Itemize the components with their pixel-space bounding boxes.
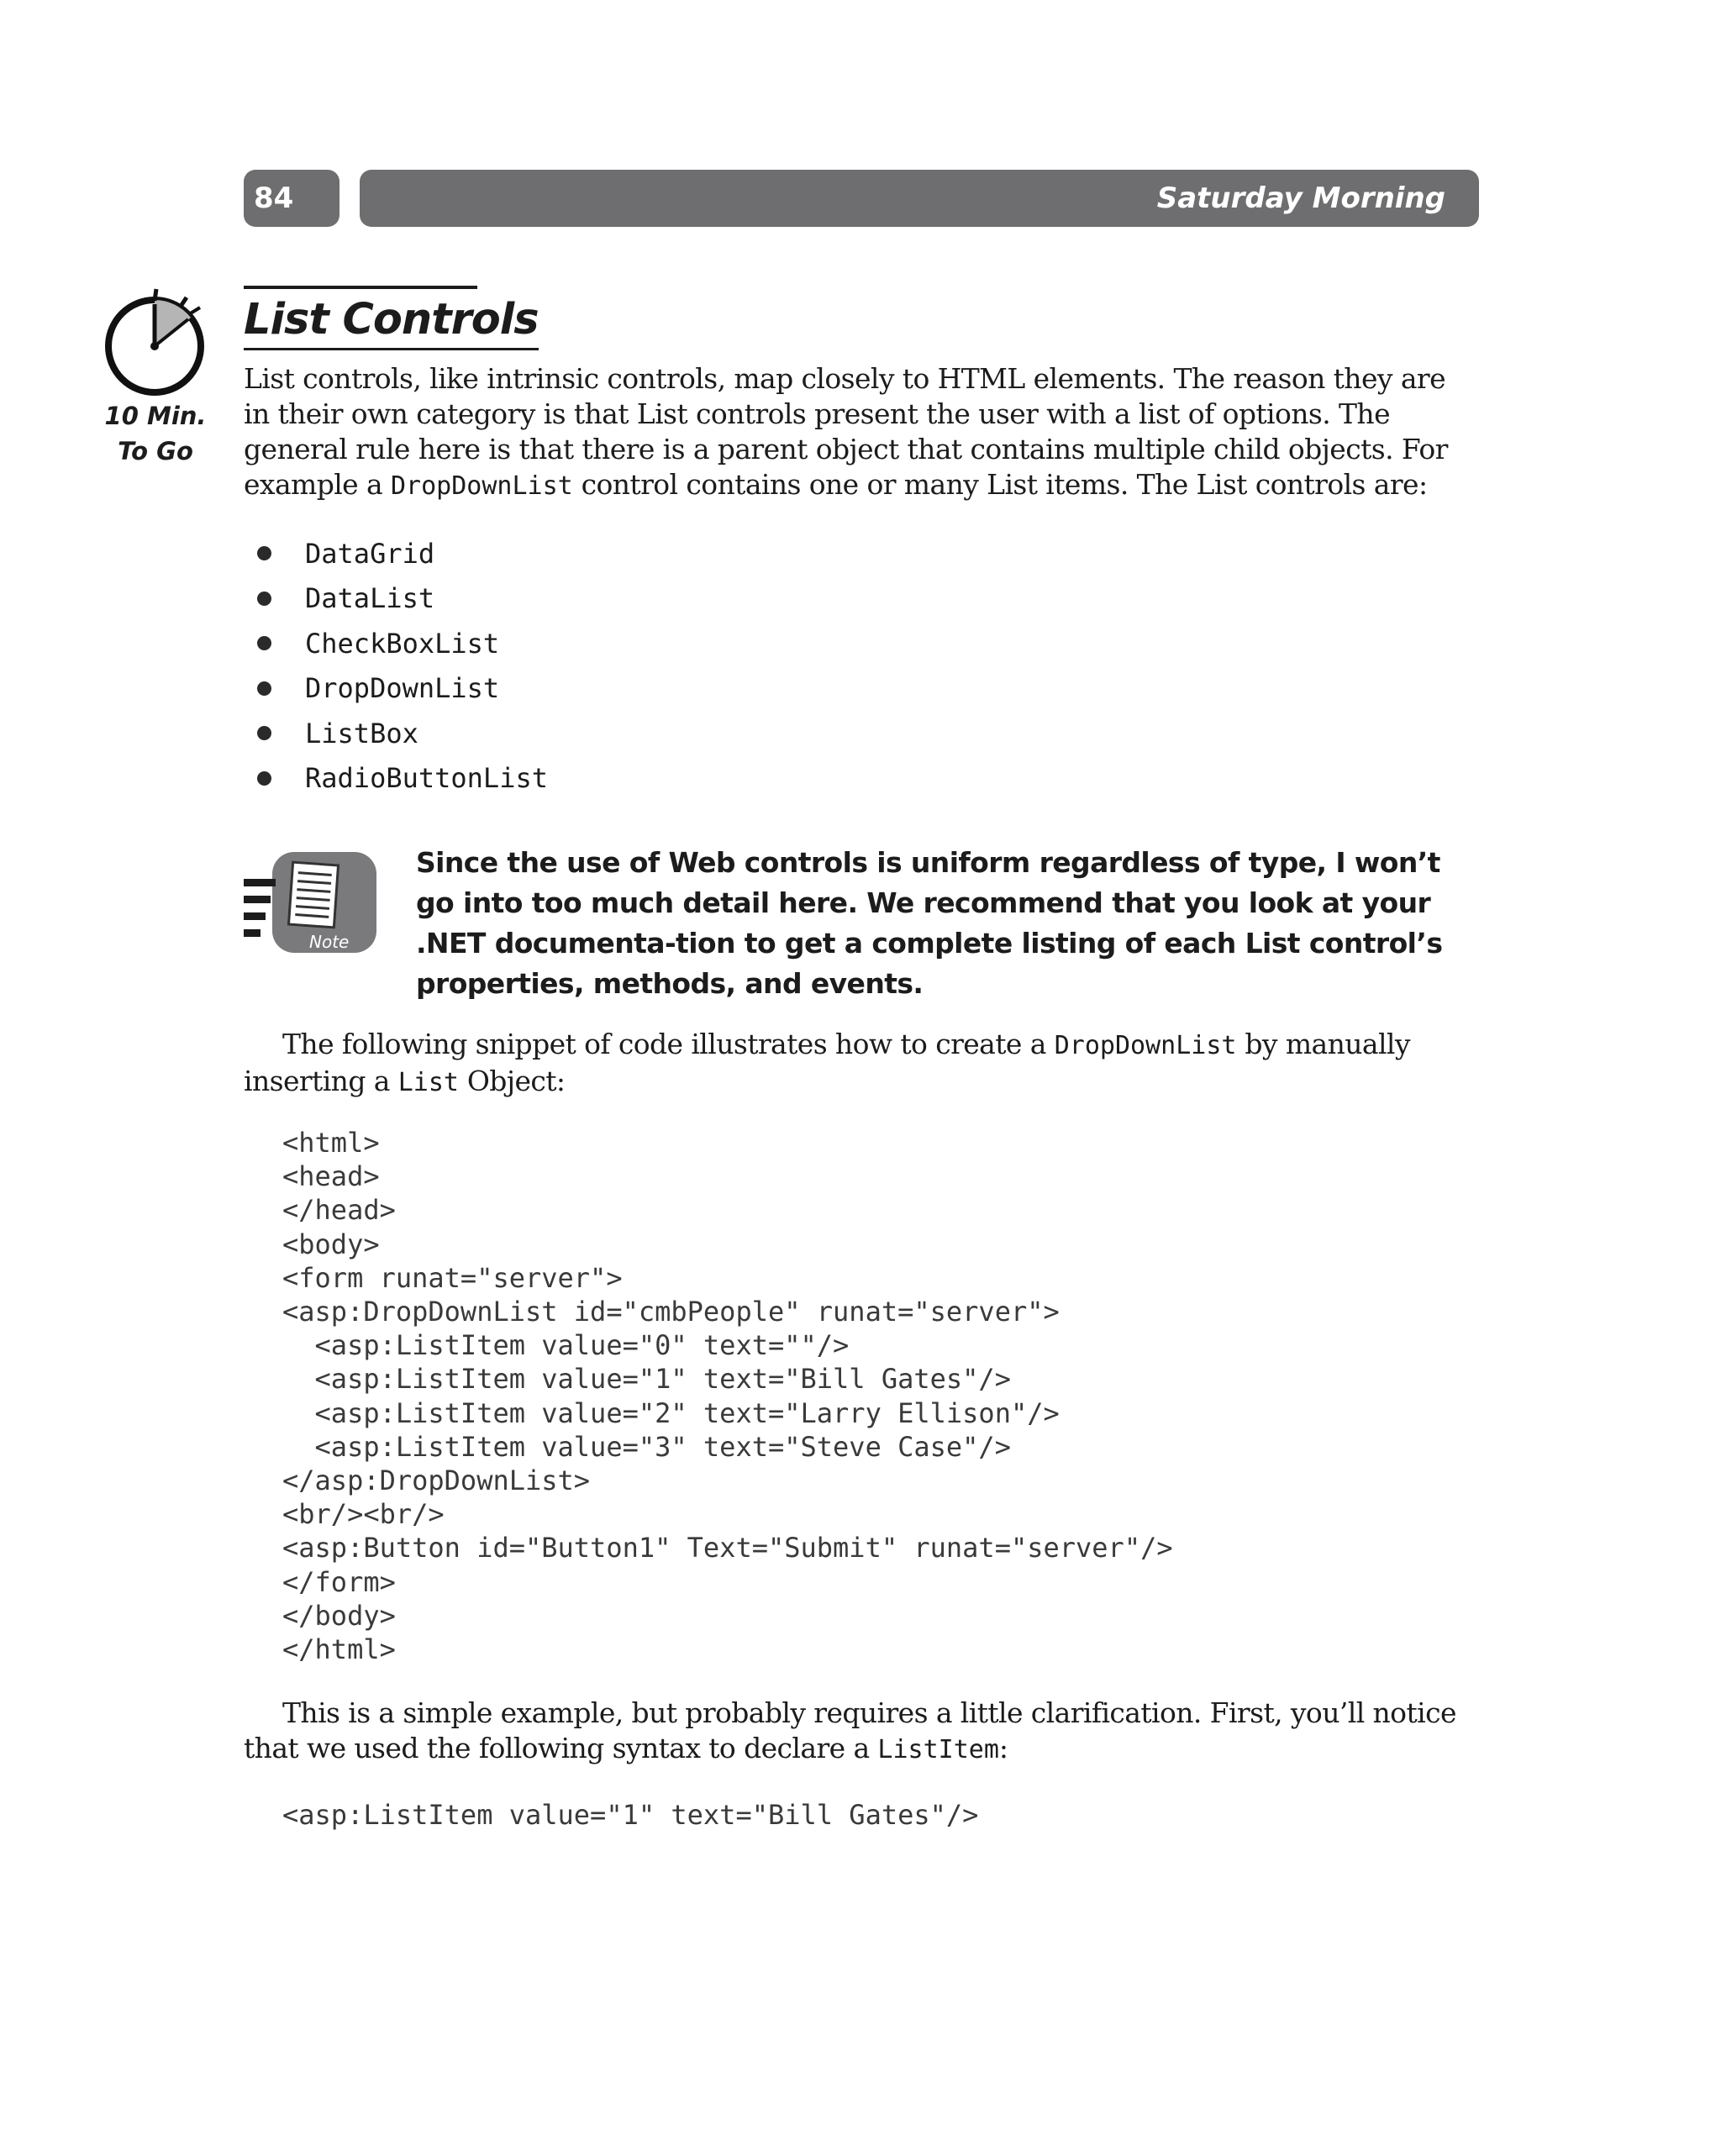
section-rule: [244, 286, 477, 289]
list-item: [257, 711, 548, 756]
list-item-label: ListBox: [305, 717, 418, 749]
list-item-label: DataGrid: [305, 537, 435, 570]
code-line: </form>: [282, 1565, 396, 1598]
note-icon-label: Note: [309, 932, 350, 952]
code-line: <asp:Button id="Button1" Text="Submit" runat="server"/>: [282, 1532, 1173, 1564]
list-item: [257, 621, 548, 666]
list-item-label: RadioButtonList: [305, 762, 548, 795]
note-icon: [242, 849, 380, 956]
note-text: Since the use of Web controls is uniform regardless of type, I won’t go into too much detail here. We recommend that you look at your .NET documenta-tion to get a complete listing of each List control’s properties, methods, and events.: [416, 846, 1443, 1000]
clarification-paragraph: [244, 1696, 1479, 1768]
stopwatch-icon: [101, 284, 212, 398]
code-line: </asp:DropDownList>: [282, 1465, 591, 1497]
code-line: <html>: [282, 1127, 380, 1159]
code-line: <asp:ListItem value="3" text="Steve Case"/>: [282, 1430, 1011, 1463]
code-line: <body>: [282, 1228, 380, 1260]
timer-label: [92, 398, 218, 469]
bullet-icon: [257, 636, 271, 650]
para2-code-1: DropDownList: [1054, 1031, 1237, 1060]
list-item-label: DataList: [305, 582, 435, 615]
page-number: 84: [244, 170, 339, 227]
code-line: </html>: [282, 1633, 396, 1666]
running-head: Saturday Morning: [360, 170, 1479, 227]
intro-paragraph: [244, 361, 1479, 504]
code-example: <asp:ListItem value="1" text="Bill Gates"/>: [282, 1799, 979, 1831]
section-title: List Controls: [244, 294, 539, 350]
list-item: [257, 666, 548, 712]
code-line: <br/><br/>: [282, 1498, 445, 1531]
bullet-icon: [257, 771, 271, 786]
bullet-icon: [257, 726, 271, 740]
list-item: [257, 531, 548, 576]
code-line: </head>: [282, 1194, 396, 1227]
code-line: <asp:ListItem value="2" text="Larry Ellison"/>: [282, 1396, 1060, 1429]
para2-text-3: Object:: [458, 1065, 566, 1097]
code-line: </body>: [282, 1599, 396, 1632]
para2-text-1: The following snippet of code illustrates how to create a: [282, 1028, 1055, 1060]
code-line: <asp:DropDownList id="cmbPeople" runat="server">: [282, 1296, 1060, 1328]
code-line: <form runat="server">: [282, 1261, 623, 1294]
code-line: <head>: [282, 1160, 380, 1193]
list-item-label: CheckBoxList: [305, 627, 500, 660]
snippet-intro-paragraph: [244, 1027, 1479, 1101]
intro-text-1: List controls, like intrinsic controls, map closely to HTML elements. The reason they are in their own category is that List controls present the user with a list of options. The general rule here is that there is a parent object that contains multiple child objects. For example a: [244, 362, 1448, 501]
code-block: [282, 1126, 1173, 1666]
timer-label-line2: To Go: [118, 437, 193, 465]
list-controls-list: [257, 531, 548, 801]
bullet-icon: [257, 592, 271, 606]
timer-label-line1: 10 Min.: [104, 402, 207, 430]
para3-text-2: :: [998, 1732, 1008, 1764]
code-line: <asp:ListItem value="0" text=""/>: [282, 1329, 850, 1362]
para2-code-2: List: [397, 1068, 459, 1097]
list-item-label: DropDownList: [305, 672, 500, 705]
code-line: <asp:ListItem value="1" text="Bill Gates"/>: [282, 1363, 1011, 1396]
para3-code-1: ListItem: [877, 1735, 999, 1764]
intro-text-2: control contains one or many List items. The List controls are:: [572, 468, 1428, 501]
intro-code-1: DropDownList: [390, 471, 573, 501]
list-item: [257, 756, 548, 802]
bullet-icon: [257, 681, 271, 696]
para3-text-1: This is a simple example, but probably requires a little clarification. First, you’ll notice that we used the following syntax to declare a: [244, 1696, 1456, 1764]
list-item: [257, 576, 548, 622]
bullet-icon: [257, 546, 271, 560]
para2-text-2: by manually inserting a: [244, 1028, 1410, 1097]
